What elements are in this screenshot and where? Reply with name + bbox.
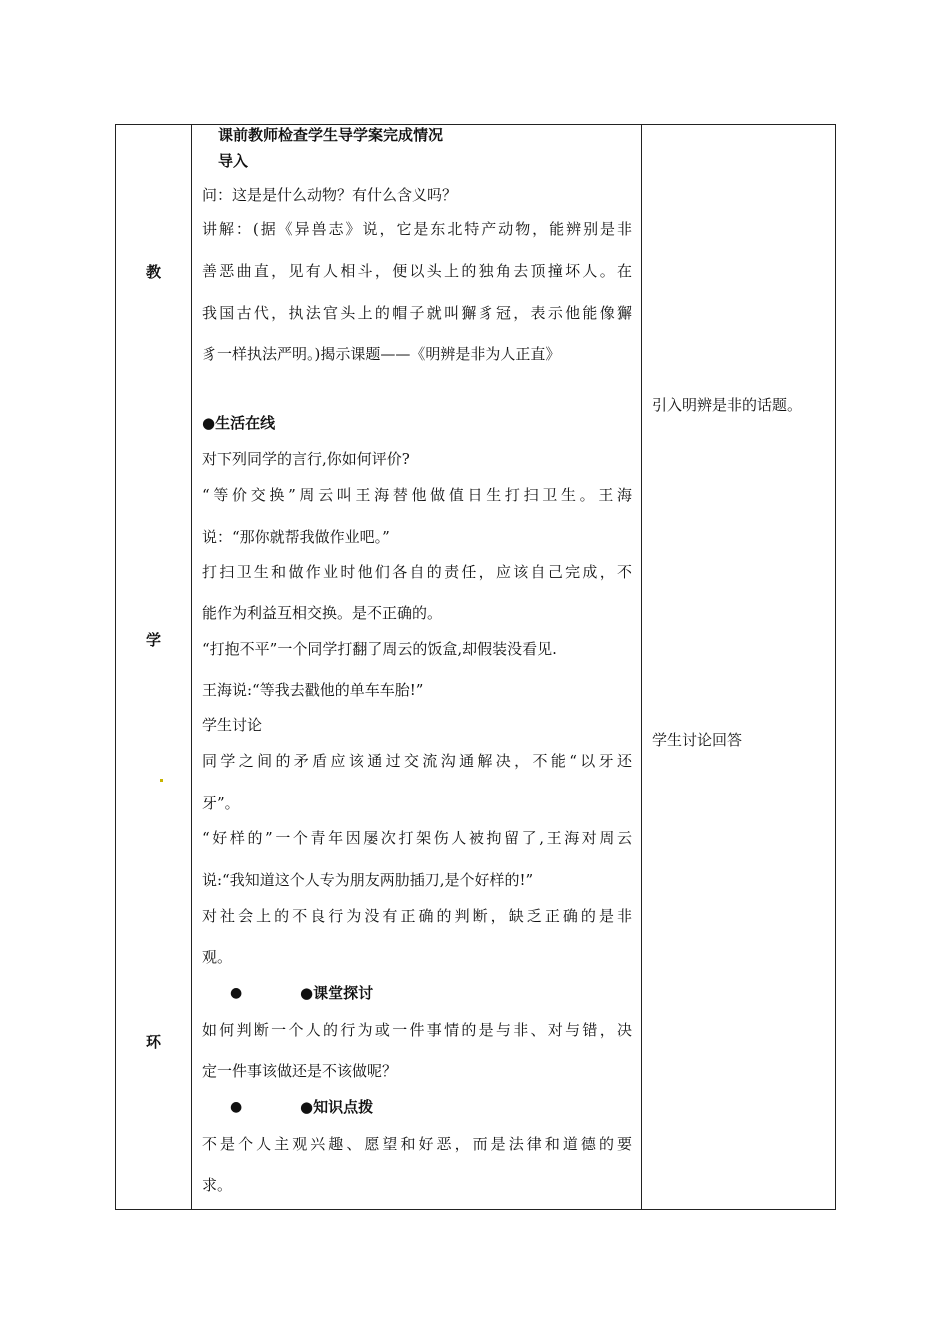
answer-text-line: 观。: [202, 948, 233, 966]
explore-text-line: 定一件事该做还是不该做呢？: [202, 1062, 398, 1080]
bullet-icon: ●: [230, 1099, 243, 1115]
decorative-dot: [160, 779, 163, 782]
case-text-line: 说:“我知道这个人专为朋友两肋插刀,是个好样的!”: [202, 871, 534, 889]
column-divider: [641, 125, 642, 1209]
answer-text-line: 能作为利益互相交换。是不正确的。: [202, 604, 443, 622]
side-label-char: 环: [145, 1033, 161, 1051]
answer-text-line: 打扫卫生和做作业时他们各自的责任，应该自己完成，不: [202, 563, 632, 581]
case-text-line: 王海说:“等我去戳他的单车车胎!”: [202, 681, 424, 699]
section-life: ●生活在线: [202, 414, 276, 432]
section-knowledge: ●知识点拨: [300, 1098, 374, 1116]
discuss-label: 学生讨论: [202, 716, 263, 734]
heading-intro: 导入: [218, 152, 249, 170]
column-divider: [191, 125, 192, 1209]
note-intro-topic: 引入明辨是非的话题。: [652, 396, 803, 414]
explore-text-line: 如何判断一个人的行为或一件事情的是与非、对与错，决: [202, 1021, 632, 1039]
side-label-char: 学: [145, 631, 161, 649]
answer-text-line: 牙”。: [202, 794, 240, 812]
case-text-line: “打抱不平”一个同学打翻了周云的饭盒,却假装没看见.: [202, 640, 557, 658]
intro-explain-line: 我国古代，执法官头上的帽子就叫獬豸冠，表示他能像獬: [202, 304, 632, 322]
case-text-line: “好样的”一个青年因屡次打架伤人被拘留了,王海对周云: [202, 829, 632, 847]
section-explore: ●课堂探讨: [300, 984, 374, 1002]
knowledge-text-line: 不是个人主观兴趣、愿望和好恶，而是法律和道德的要: [202, 1135, 632, 1153]
heading-check: 课前教师检查学生导学案完成情况: [218, 126, 444, 144]
answer-text-line: 对社会上的不良行为没有正确的判断，缺乏正确的是非: [202, 907, 632, 925]
intro-question: 问：这是是什么动物？有什么含义吗？: [202, 186, 458, 204]
life-question: 对下列同学的言行,你如何评价?: [202, 450, 410, 468]
case-text-line: “等价交换”周云叫王海替他做值日生打扫卫生。王海: [202, 486, 632, 504]
note-discuss: 学生讨论回答: [652, 731, 743, 749]
side-label-char: 教: [145, 263, 161, 281]
bullet-icon: ●: [230, 985, 243, 1001]
intro-explain-line: 善恶曲直，见有人相斗，便以头上的独角去顶撞坏人。在: [202, 262, 632, 280]
intro-explain-line: 讲解：(据《异兽志》说，它是东北特产动物，能辨别是非: [202, 220, 632, 238]
lesson-table: [115, 124, 836, 1210]
answer-text-line: 同学之间的矛盾应该通过交流沟通解决，不能“以牙还: [202, 752, 632, 770]
knowledge-text-line: 求。: [202, 1176, 233, 1194]
intro-explain-line: 豸一样执法严明。)揭示课题——《明辨是非为人正直》: [202, 345, 561, 363]
case-text-line: 说：“那你就帮我做作业吧。”: [202, 528, 390, 546]
